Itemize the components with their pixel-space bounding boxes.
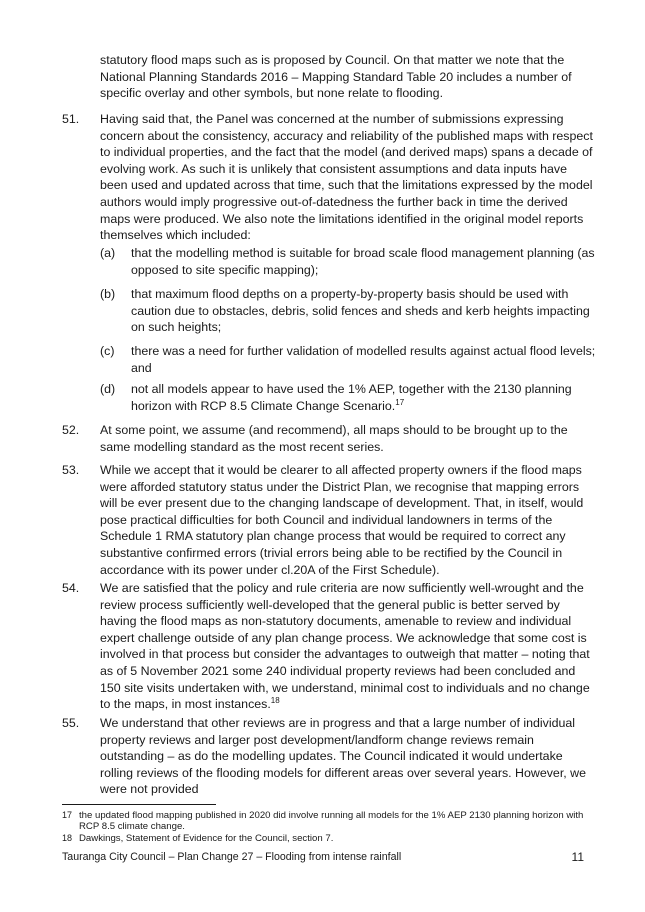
item-label-d: (d) [100,382,116,396]
item-text-d [131,381,596,414]
paragraph-number-54: 54. [62,581,80,595]
paragraph-number-52: 52. [62,423,80,437]
item-label-b: (b) [100,287,116,301]
item-text-c: there was a need for further validation of modelled results against actual flood levels; and [131,344,596,375]
page-number: 11 [571,850,584,864]
intro-paragraph: statutory flood maps such as is proposed by Council. On that matter we note that the National Planning Standards 2016 – Mapping Standard Table 20 includes a number of specific overlay and other symbols, but none relate to flooding. [100,53,572,101]
item-label-a: (a) [100,246,116,260]
paragraph-52-text: At some point, we assume (and recommend), all maps should to be brought up to the same modelling standard as the most recent series. [100,423,568,454]
paragraph-54-body: We are satisfied that the policy and rule criteria are now sufficiently well-wrought and the review process sufficiently well-developed that the general public is better served by having the flood maps as non-statutory documents, amenable to review and individual expert challenge outside of any plan change process. We acknowledge that some cost is involved in that process but consider the advantages to outweigh that matter – noting that as of 5 November 2021 some 240 individual property reviews had been concluded and 150 site visits undertaken with, we understand, minimal cost to individuals and no change to the maps, in most instances. [100,581,590,712]
paragraph-number-53: 53. [62,463,80,477]
footnote-ref-18[interactable]: 18 [270,696,280,706]
footnote-number-18: 18 [62,833,73,843]
paragraph-55-text: We understand that other reviews are in progress and that a large number of individual property reviews and larger post development/landform change reviews remain outstanding – as do the modelling updates. The Council indicated it would undertake rolling reviews of the flooding models for different areas over several years. However, we were not provided [100,716,586,797]
paragraph-number-55: 55. [62,716,80,730]
footnote-ref-17[interactable]: 17 [395,397,405,407]
footnote-divider [62,804,216,805]
paragraph-54-text [100,580,596,713]
item-text-d-body: not all models appear to have used the 1% AEP, together with the 2130 planning horizon with RCP 8.5 Climate Change Scenario. [131,382,572,413]
paragraph-53-text: While we accept that it would be clearer to all affected property owners if the flood maps were afforded statutory status under the District Plan, we recognise that mapping errors will be ever present due to the changing landscape of development. That, in itself, would pose practical difficulties for both Council and individual landowners in terms of the Schedule 1 RMA statutory plan change process that would be required to correct any substantive confirmed errors (trivial errors being able to be rectified by the Council in accordance with its power under cl.20A of the First Schedule). [100,463,584,577]
item-text-b: that maximum flood depths on a property-by-property basis should be used with caution due to obstacles, debris, solid fences and sheds and kerb heights impacting on such heights; [131,287,590,335]
item-label-c: (c) [100,344,115,358]
paragraph-number-51: 51. [62,112,80,126]
item-text-a: that the modelling method is suitable for broad scale flood management planning (as opposed to site specific mapping); [131,246,595,277]
footer-title: Tauranga City Council – Plan Change 27 – Flooding from intense rainfall [62,851,402,863]
footnote-text-18: Dawkings, Statement of Evidence for the Council, section 7. [79,833,334,844]
paragraph-51-text: Having said that, the Panel was concerned at the number of submissions expressing concern about the consistency, accuracy and reliability of the published maps with respect to individual properties, and the fact that the model (and derived maps) spans a decade of evolving work. As such it is unlikely that consistent assumptions and data inputs have been used and updated across that time, such that the limitations expressed by the model authors would imply progressive out-of-datedness the further back in time the derived maps were produced. We also note the limitations identified in the original model reports themselves which included: [100,112,593,243]
footnote-text-17: the updated flood mapping published in 2020 did involve running all models for the 1% AEP 2130 planning horizon with RCP 8.5 climate change. [79,810,584,833]
footnote-number-17: 17 [62,810,73,820]
